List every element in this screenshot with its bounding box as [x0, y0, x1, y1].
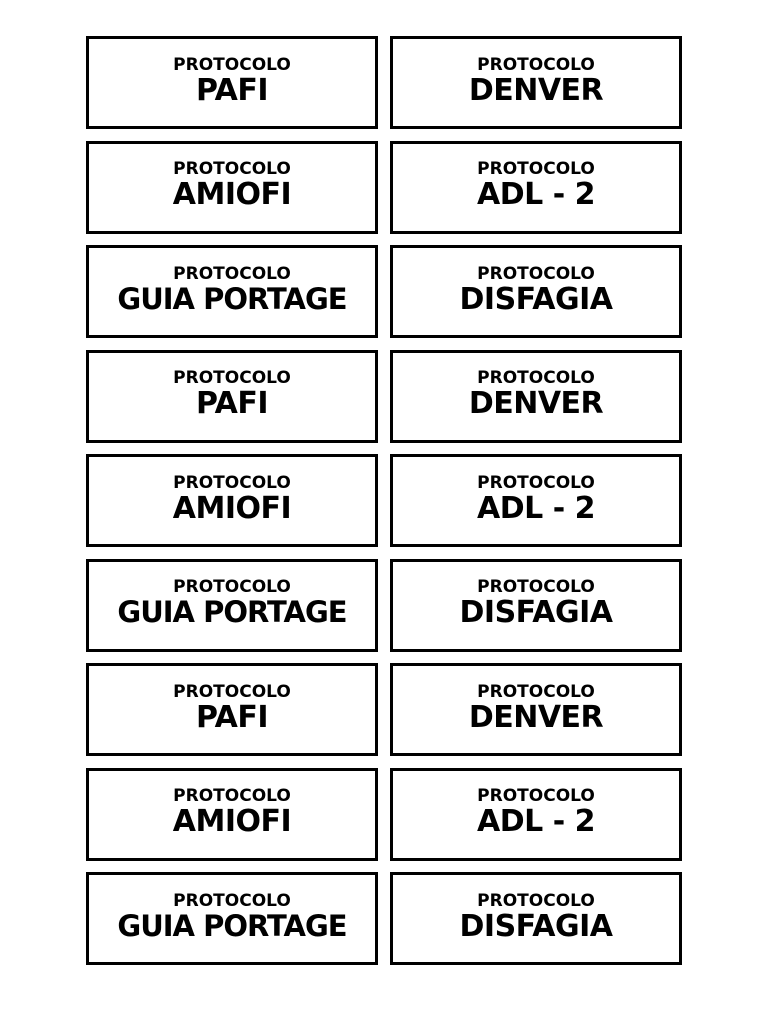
label-kicker: PROTOCOLO	[173, 890, 291, 911]
label-title: DISFAGIA	[459, 595, 613, 630]
label-kicker: PROTOCOLO	[173, 681, 291, 702]
label-title: ADL - 2	[477, 177, 595, 212]
label-kicker: PROTOCOLO	[173, 159, 291, 179]
label-card	[390, 768, 682, 861]
label-card	[86, 350, 378, 443]
label-card	[86, 141, 378, 234]
label-title: GUIA PORTAGE	[117, 908, 347, 943]
label-title: AMIOFI	[172, 490, 292, 526]
label-kicker: PROTOCOLO	[173, 368, 291, 388]
label-card	[390, 350, 682, 443]
label-kicker: PROTOCOLO	[173, 786, 291, 806]
label-title: PAFI	[195, 386, 269, 421]
label-kicker: PROTOCOLO	[173, 263, 291, 284]
label-card	[86, 663, 378, 756]
label-card	[390, 559, 682, 652]
label-card	[86, 768, 378, 861]
label-kicker: PROTOCOLO	[477, 786, 595, 806]
label-title: GUIA PORTAGE	[117, 595, 347, 629]
label-kicker: PROTOCOLO	[173, 54, 291, 75]
label-kicker: PROTOCOLO	[477, 577, 595, 597]
label-kicker: PROTOCOLO	[477, 368, 595, 388]
label-title: AMIOFI	[172, 177, 292, 212]
label-title: DENVER	[468, 72, 604, 108]
label-title: ADL - 2	[477, 490, 595, 526]
label-title: GUIA PORTAGE	[117, 281, 347, 316]
label-card	[390, 872, 682, 965]
label-kicker: PROTOCOLO	[477, 54, 595, 75]
label-kicker: PROTOCOLO	[477, 159, 595, 179]
label-title: DENVER	[468, 699, 604, 735]
label-kicker: PROTOCOLO	[173, 577, 291, 597]
label-card	[390, 454, 682, 547]
label-title: PAFI	[195, 72, 269, 108]
label-card	[390, 245, 682, 338]
label-title: ADL - 2	[477, 804, 595, 839]
label-kicker: PROTOCOLO	[477, 472, 595, 493]
label-card	[86, 872, 378, 965]
label-kicker: PROTOCOLO	[173, 472, 291, 493]
label-card	[86, 36, 378, 129]
label-card	[390, 663, 682, 756]
label-title: DISFAGIA	[459, 281, 613, 317]
label-title: DENVER	[468, 386, 604, 421]
label-title: DISFAGIA	[459, 908, 613, 944]
label-title: AMIOFI	[172, 804, 292, 839]
label-kicker: PROTOCOLO	[477, 890, 595, 911]
label-sheet	[86, 36, 682, 965]
label-card	[390, 36, 682, 129]
label-kicker: PROTOCOLO	[477, 263, 595, 284]
label-card	[86, 454, 378, 547]
label-card	[86, 245, 378, 338]
label-card	[86, 559, 378, 652]
label-card	[390, 141, 682, 234]
label-kicker: PROTOCOLO	[477, 681, 595, 702]
label-title: PAFI	[195, 699, 269, 735]
